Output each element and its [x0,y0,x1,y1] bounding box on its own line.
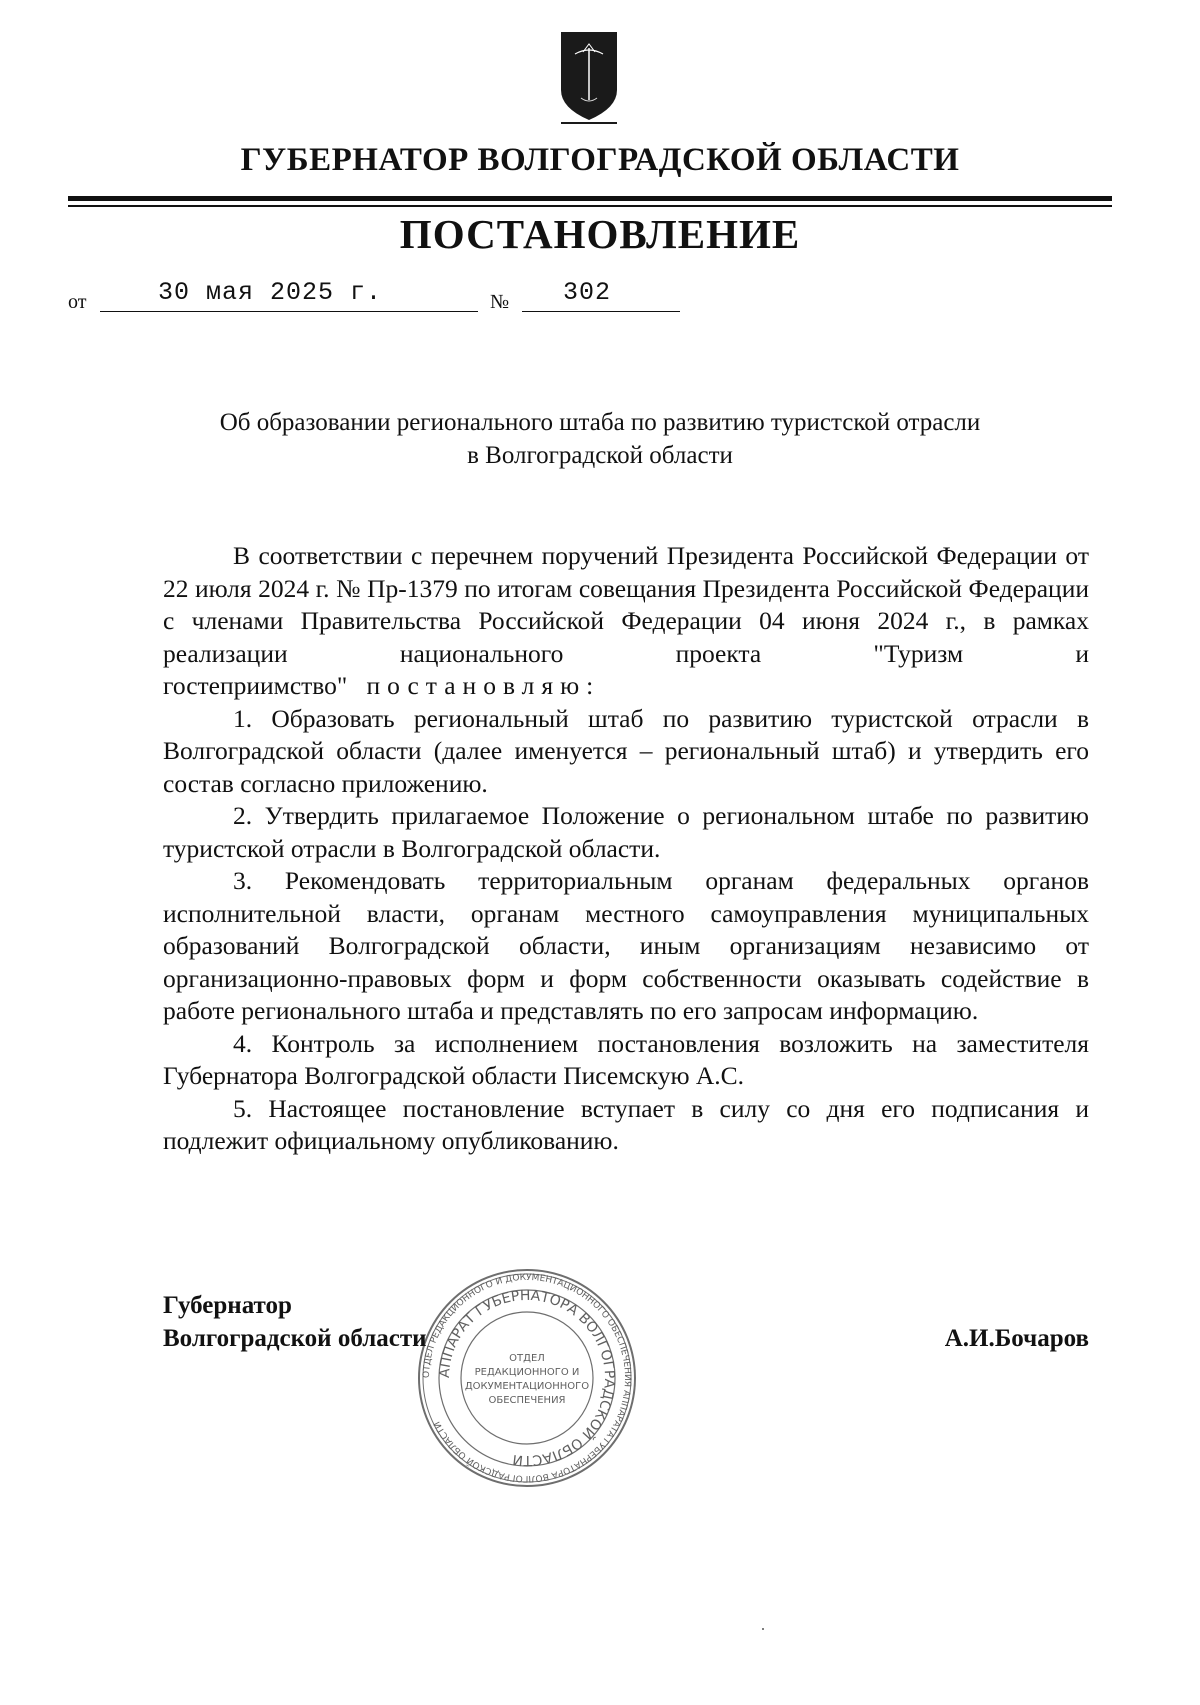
seal-center-line: ОБЕСПЕЧЕНИЯ [488,1395,566,1406]
document-type-title: ПОСТАНОВЛЕНИЕ [399,211,801,257]
subject-line: в Волгоградской области [467,442,733,469]
seal-center-line: ОТДЕЛ [509,1353,545,1364]
document-body [163,540,1089,1158]
document-subject [150,406,1050,472]
preamble-verb: постановляю: [366,671,601,700]
number-prefix: № [490,291,510,313]
signatory-title: Волгоградской области [163,1325,427,1352]
preamble-text: В соответствии с перечнем поручений Президента Российской Федерации от 22 июля 2024 г. № Пр-1379 по итогам совещания Президента Российской Федерации с членами Правительства Российской Федерации 04 июня 2024 г., в рамках реализации национального проекта "Туризм и гостеприимство" [163,541,1089,700]
seal-inner-ring-text: АППАРАТ ГУБЕРНАТОРА ВОЛГОГРАДСКОЙ ОБЛАСТИ [436,1287,618,1469]
subject-line: Об образовании регионального штаба по развитию туристской отрасли [219,409,981,436]
coat-of-arms-icon [553,28,625,128]
clause-paragraph: 2. Утвердить прилагаемое Положение о региональном штабе по развитию туристской отрасли в Волгоградской области. [163,801,1089,863]
date-underline [100,311,478,312]
preamble-paragraph [163,540,1089,703]
seal-outer-ring-text: ОТДЕЛ РЕДАКЦИОННОГО И ДОКУМЕНТАЦИОННОГО ОБЕСПЕЧЕНИЯ АППАРАТА ГУБЕРНАТОРА ВОЛГОГРАДСКОЙ ОБЛАСТИ [421,1272,633,1484]
signatory-title: Губернатор [163,1292,292,1319]
document-number: 302 [562,278,611,307]
clause-paragraph: 5. Настоящее постановление вступает в силу со дня его подписания и подлежит официальному опубликованию. [163,1093,1089,1155]
header-rule-thick [68,196,1112,201]
scan-speck [762,1628,764,1630]
issuing-authority: ГУБЕРНАТОР ВОЛГОГРАДСКОЙ ОБЛАСТИ [240,142,960,178]
clause-paragraph: 4. Контроль за исполнением постановления возложить на заместителя Губернатора Волгоградской области Писемскую А.С. [163,1028,1089,1090]
seal-center-line: ДОКУМЕНТАЦИОННОГО [464,1381,590,1392]
date-prefix: от [68,291,87,313]
signatory-name: А.И.Бочаров [944,1325,1089,1352]
document-date: 30 мая 2025 г. [157,278,383,307]
number-underline [522,311,680,312]
clause-paragraph: 3. Рекомендовать территориальным органам федеральных органов исполнительной власти, органам местного самоуправления муниципальных образований Волгоградской области, иным организациям независимо от организационно-правовых форм и форм собственности оказывать содействие в работе регионального штаба и представлять по его запросам информацию. [163,866,1089,1025]
seal-center-line: РЕДАКЦИОННОГО И [474,1367,580,1378]
clause-paragraph: 1. Образовать региональный штаб по развитию туристской отрасли в Волгоградской области (далее именуется – региональный штаб) и утвердить его состав согласно приложению. [163,703,1089,798]
